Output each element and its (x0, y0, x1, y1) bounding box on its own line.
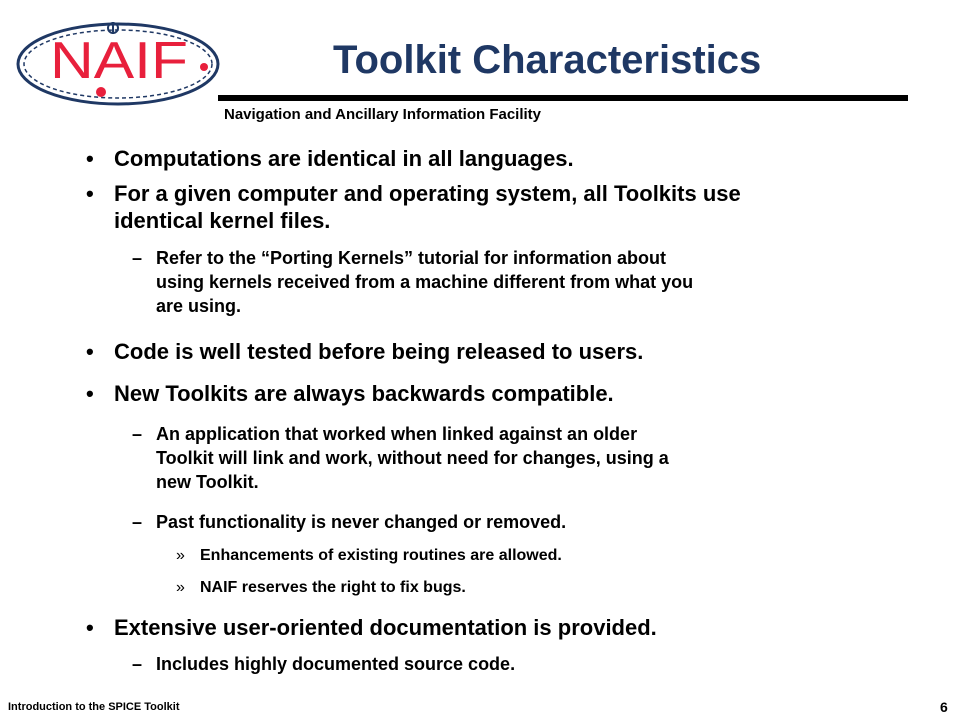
logo-text: NAIF (50, 32, 188, 90)
list-item (86, 614, 657, 641)
list-item (132, 422, 669, 494)
dash-marker: – (132, 248, 143, 268)
list-item-text: Computations are identical in all languages. (114, 146, 574, 171)
list-item-text: Enhancements of existing routines are allowed. (200, 547, 562, 564)
list-item-text: Includes highly documented source code. (156, 654, 516, 674)
list-item (132, 510, 566, 534)
list-item (86, 180, 741, 234)
list-item-text: Extensive user-oriented documentation is provided. (114, 615, 657, 640)
list-item-text: Code is well tested before being released to users. (114, 339, 644, 364)
subtitle: Navigation and Ancillary Information Facility (224, 106, 541, 123)
bullet-marker: • (86, 146, 94, 171)
page-title: Toolkit Characteristics (333, 38, 762, 82)
bullet-marker: • (86, 615, 94, 640)
list-item (176, 546, 562, 566)
list-item (86, 145, 574, 172)
list-item (132, 652, 515, 676)
page-number: 6 (940, 699, 948, 715)
list-item (132, 246, 693, 318)
list-item (86, 380, 614, 407)
footer-text: Introduction to the SPICE Toolkit (8, 701, 180, 713)
bullet-marker: • (86, 381, 94, 406)
list-item (86, 338, 643, 365)
dash-marker: – (132, 512, 143, 532)
list-item-text: Past functionality is never changed or removed. (156, 512, 567, 532)
guillemet-marker: » (176, 579, 185, 596)
guillemet-marker: » (176, 547, 185, 564)
list-item-text: Refer to the “Porting Kernels” tutorial for information about using kernels received from a machine different from what you are using. (156, 248, 694, 316)
list-item-text: An application that worked when linked against an older Toolkit will link and work, without need for changes, using a new Toolkit. (156, 424, 669, 492)
dash-marker: – (132, 654, 143, 674)
list-item-text: NAIF reserves the right to fix bugs. (200, 579, 466, 596)
list-item-text: New Toolkits are always backwards compatible. (114, 381, 614, 406)
bullet-marker: • (86, 339, 94, 364)
dash-marker: – (132, 424, 143, 444)
list-item (176, 578, 466, 598)
list-item-text: For a given computer and operating system, all Toolkits use identical kernel files. (114, 181, 741, 233)
bullet-marker: • (86, 181, 94, 206)
